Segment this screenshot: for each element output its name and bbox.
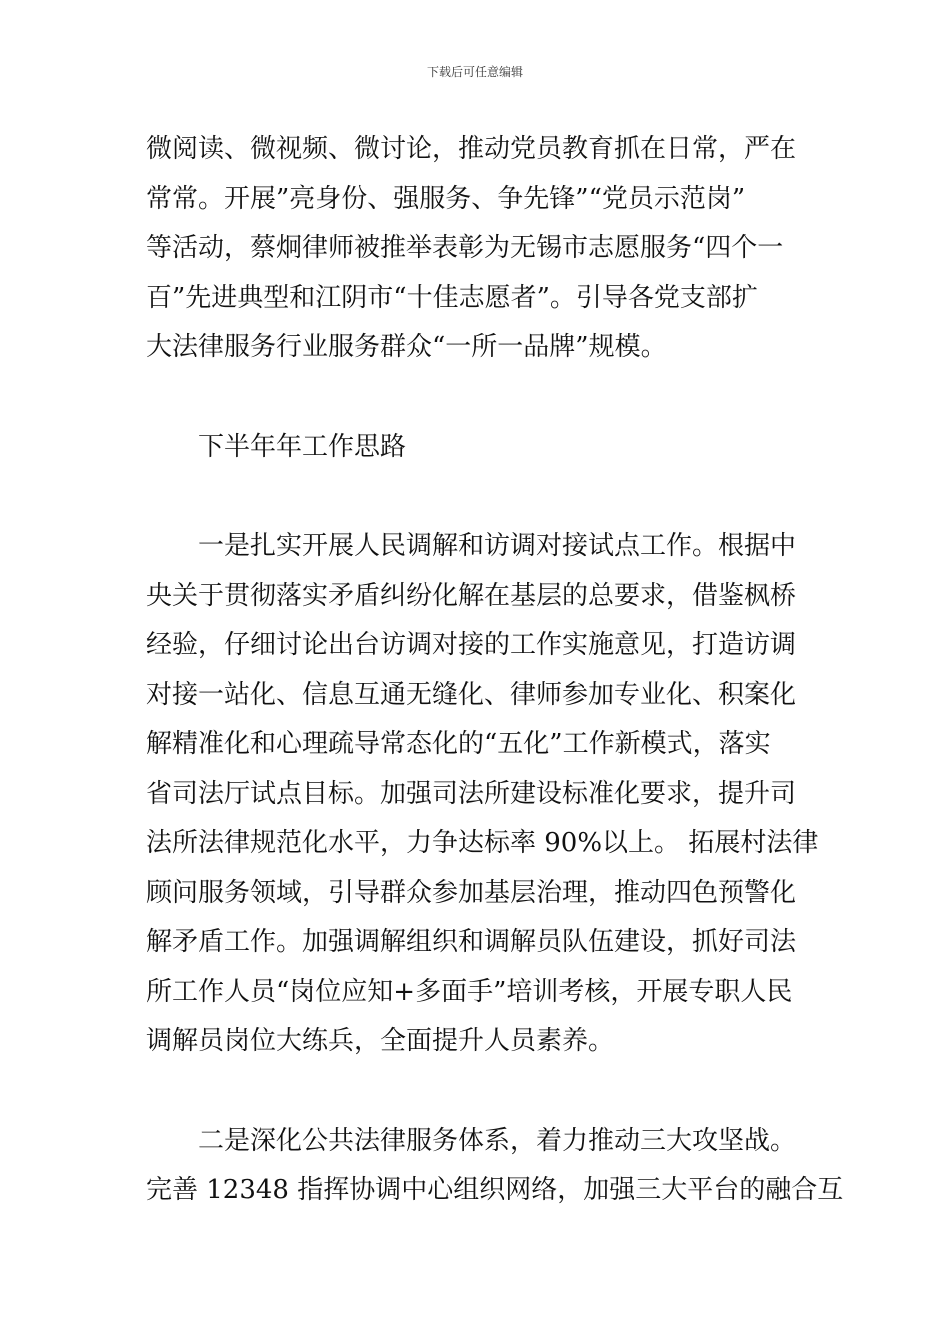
text-line: 调解员岗位大练兵，全面提升人员素养。 (146, 1026, 615, 1056)
text-line: 百”先进典型和江阴市“十佳志愿者”。引导各党支部扩 (146, 282, 758, 313)
section-heading (146, 423, 816, 473)
text-line: 解精准化和心理疏导常态化的“五化”工作新模式，落实 (146, 729, 771, 759)
text-line: 微阅读、微视频、微讨论，推动党员教育抓在日常，严在 (146, 134, 797, 164)
paragraph-party-activities (146, 125, 816, 373)
text-line: 央关于贯彻落实矛盾纠纷化解在基层的总要求，借鉴枫桥 (146, 580, 797, 611)
text-line: 省司法厅试点目标。加强司法所建设标准化要求，提升司 (146, 778, 797, 809)
text-line: 等活动，蔡炯律师被推举表彰为无锡市志愿服务“四个一 (146, 233, 784, 263)
text-line: 解矛盾工作。加强调解组织和调解员队伍建设，抓好司法 (146, 927, 797, 957)
text-line: 二是深化公共法律服务体系，着力推动三大攻坚战。 (146, 1125, 797, 1156)
paragraph-mediation (146, 522, 819, 1067)
paragraph-gap (146, 373, 816, 423)
text-line: 法所法律规范化水平，力争达标率 90%以上。 拓展村法律 (146, 828, 819, 858)
text-line: 大法律服务行业服务群众“一所一品牌”规模。 (146, 332, 667, 362)
text-line: 常常。开展”亮身份、强服务、争先锋”“党员示范岗” (146, 183, 746, 214)
text-line: 所工作人员“岗位应知+多面手”培训考核，开展专职人民 (146, 976, 793, 1007)
page-header: 下载后可任意编辑 (426, 65, 523, 79)
paragraph-legal-services (146, 1117, 844, 1216)
text-line: 经验，仔细讨论出台访调对接的工作实施意见，打造访调 (146, 630, 797, 660)
paragraph-gap (146, 472, 816, 522)
text-line: 对接一站化、信息互通无缝化、律师参加专业化、积案化 (146, 679, 797, 710)
text-line: 一是扎实开展人民调解和访调对接试点工作。根据中 (146, 531, 797, 561)
document-body (146, 125, 844, 1216)
text-line: 顾问服务领域，引导群众参加基层治理，推动四色预警化 (146, 877, 797, 908)
text-line: 完善 12348 指挥协调中心组织网络，加强三大平台的融合互 (146, 1175, 844, 1205)
paragraph-gap (146, 1067, 816, 1117)
heading-line: 下半年年工作思路 (146, 431, 407, 462)
